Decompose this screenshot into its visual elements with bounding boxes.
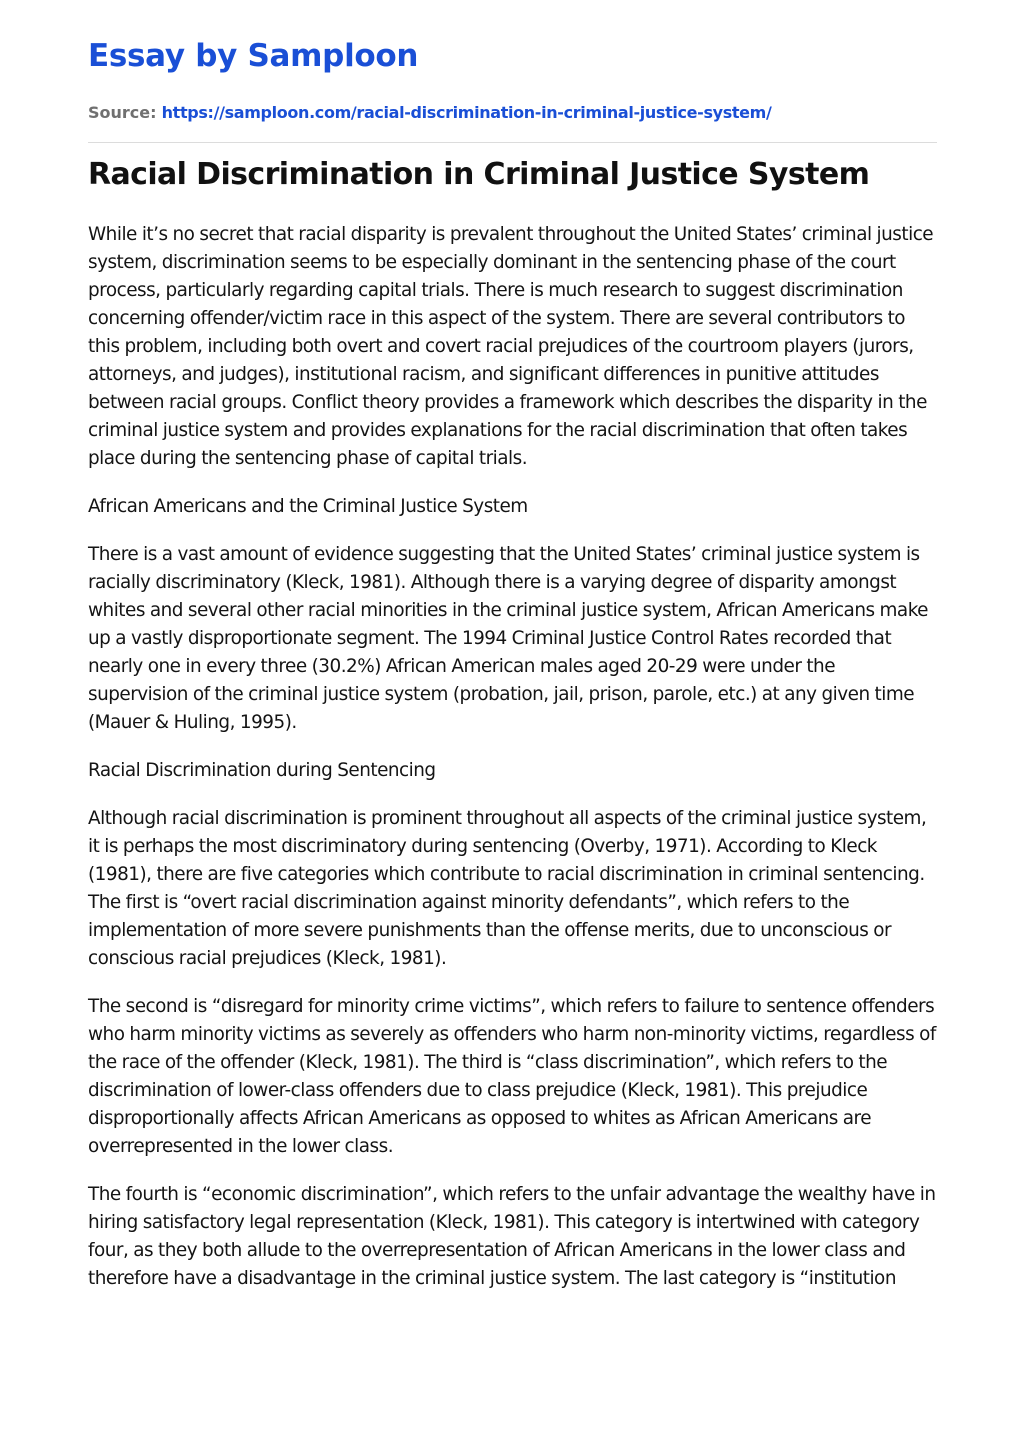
paragraph-intro: While it’s no secret that racial disparity is prevalent throughout the United States’ criminal justice system, discrimination seems to be especially dominant in the sentencing phase of the court process, particularly regarding capital trials. There is much research to suggest discrimination concerning offender/victim race in this aspect of the system. There are several contributors to this problem, including both overt and covert racial prejudices of the courtroom players (jurors, attorneys, and judges), institutional racism, and significant differences in punitive attitudes between racial groups. Conflict theory provides a framework which describes the disparity in the criminal justice system and provides explanations for the racial discrimination that often takes place during the sentencing phase of capital trials. (88, 224, 934, 469)
source-label: Source: (88, 103, 157, 122)
source-link[interactable]: https://samploon.com/racial-discrimination-in-criminal-justice-system/ (161, 103, 772, 122)
source-line (88, 101, 772, 125)
essay-body (88, 221, 937, 1313)
paragraph-second-third: The second is “disregard for minority crime victims”, which refers to failure to sentence offenders who harm minority victims as severely as offenders who harm non-minority victims, regardless of the race of the offender (Kleck, 1981). The third is “class discrimination”, which refers to the discrimination of lower-class offenders due to class prejudice (Kleck, 1981). This prejudice disproportionally affects African Americans as opposed to whites as African Americans are overrepresented in the lower class. (88, 996, 936, 1157)
paragraph-sentencing: Although racial discrimination is prominent throughout all aspects of the criminal justice system, it is perhaps the most discriminatory during sentencing (Overby, 1971). According to Kleck (1981), there are five categories which contribute to racial discrimination in criminal sentencing. The first is “overt racial discrimination against minority defendants”, which refers to the implementation of more severe punishments than the offense merits, due to unconscious or conscious racial prejudices (Kleck, 1981). (88, 808, 927, 969)
paragraph-evidence: There is a vast amount of evidence suggesting that the United States’ criminal justice system is racially discriminatory (Kleck, 1981). Although there is a varying degree of disparity amongst whites and several other racial minorities in the criminal justice system, African Americans make up a vastly disproportionate segment. The 1994 Criminal Justice Control Rates recorded that nearly one in every three (30.2%) African American males aged 20-29 were under the supervision of the criminal justice system (probation, jail, prison, parole, etc.) at any given time (Mauer & Huling, 1995). (88, 544, 928, 733)
paragraph-fourth-fifth: The fourth is “economic discrimination”, which refers to the unfair advantage the wealthy have in hiring satisfactory legal representation (Kleck, 1981). This category is intertwined with category four, as they both allude to the overrepresentation of African Americans in the lower class and therefore have a disadvantage in the criminal justice system. The last category is “institution (88, 1184, 936, 1289)
header-divider (88, 142, 937, 143)
section-heading-african-americans: African Americans and the Criminal Justice System (88, 496, 528, 517)
essay-title: Racial Discrimination in Criminal Justice System (88, 157, 870, 192)
section-heading-sentencing: Racial Discrimination during Sentencing (88, 760, 436, 781)
brand-title: Essay by Samploon (88, 38, 419, 74)
